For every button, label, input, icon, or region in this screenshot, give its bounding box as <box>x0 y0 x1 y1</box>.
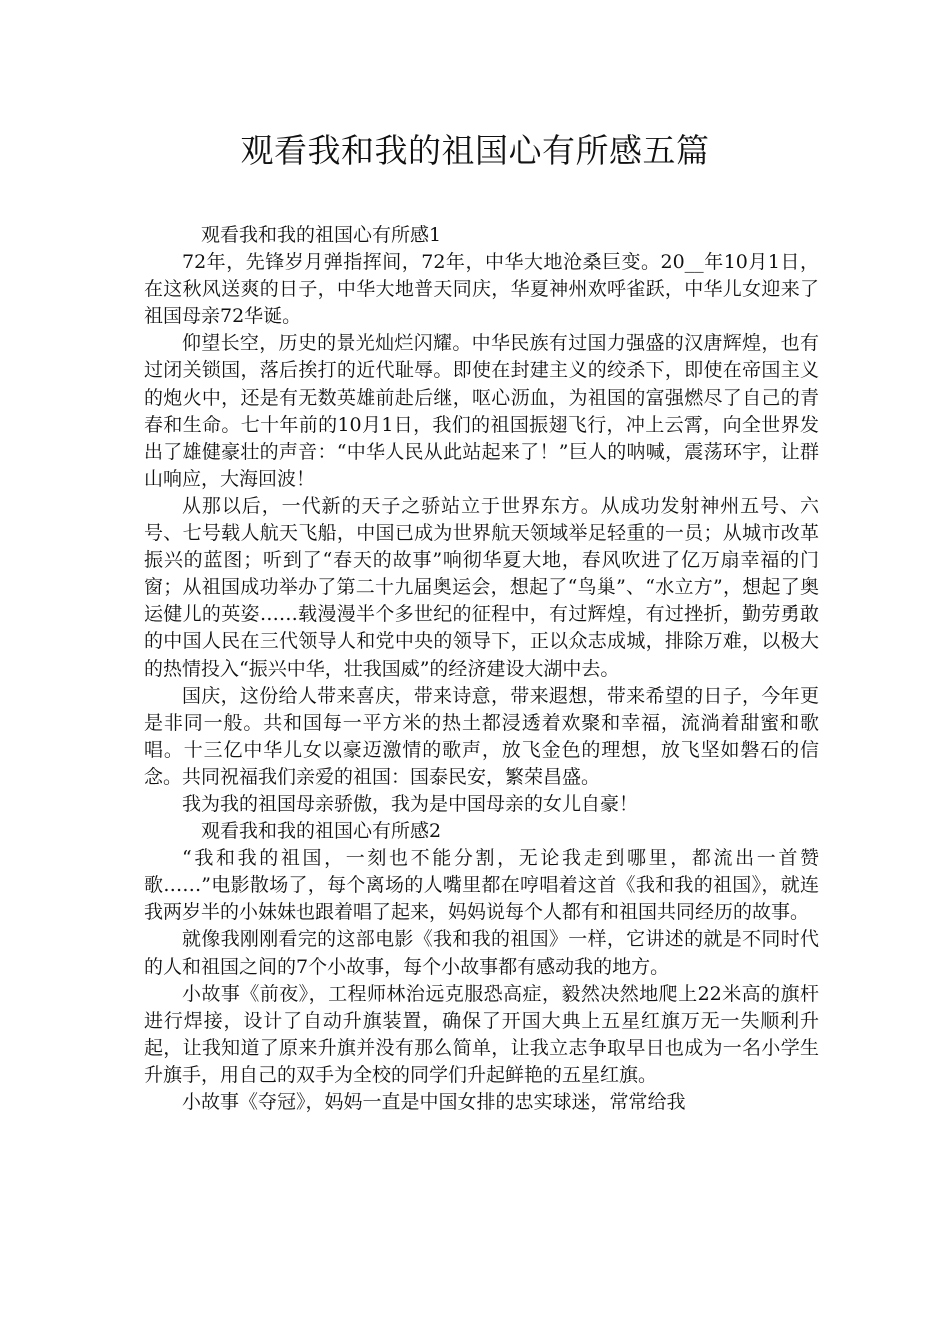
body-paragraph: “我和我的祖国，一刻也不能分割，无论我走到哪里，都流出一首赞歌……”电影散场了，每个离场的人嘴里都在哼唱着这首《我和我的祖国》，就连我两岁半的小妹妹也跟着唱了起来，妈妈说每个人都有和祖国共同经历的故事。 <box>144 847 819 924</box>
body-paragraph: 就像我刚刚看完的这部电影《我和我的祖国》一样，它讲述的就是不同时代的人和祖国之间的7个小故事，每个小故事都有感动我的地方。 <box>144 928 819 978</box>
body-paragraph: 小故事《前夜》，工程师林治远克服恐高症，毅然决然地爬上22米高的旗杆进行焊接，设计了自动升旗装置，确保了开国大典上五星红旗万无一失顺利升起，让我知道了原来升旗并没有那么简单，让我立志争取早日也成为一名小学生升旗手，用自己的双手为全校的同学们升起鲜艳的五星红旗。 <box>144 982 819 1086</box>
document-body <box>144 222 819 1116</box>
section-heading: 观看我和我的祖国心有所感2 <box>201 820 442 843</box>
body-paragraph: 仰望长空，历史的景光灿烂闪耀。中华民族有过国力强盛的汉唐辉煌，也有过闭关锁国，落后挨打的近代耻辱。即使在封建主义的绞杀下，即使在帝国主义的炮火中，还是有无数英雄前赴后继，呕心沥血，为祖国的富强燃尽了自己的青春和生命。七十年前的10月1日，我们的祖国振翅飞行，冲上云霄，向全世界发出了雄健豪壮的声音：“中华人民从此站起来了！”巨人的呐喊，震荡环宇，让群山响应，大海回波！ <box>144 332 819 490</box>
body-paragraph: 国庆，这份给人带来喜庆，带来诗意，带来遐想，带来希望的日子，今年更是非同一般。共和国每一平方米的热土都浸透着欢聚和幸福，流淌着甜蜜和歌唱。十三亿中华儿女以豪迈激情的歌声，放飞金色的理想，放飞坚如磐石的信念。共同祝福我们亲爱的祖国：国泰民安，繁荣昌盛。 <box>144 684 819 788</box>
body-paragraph: 72年，先锋岁月弹指挥间，72年，中华大地沧桑巨变。20__年10月1日，在这秋风送爽的日子，中华大地普天同庆，华夏神州欢呼雀跃，中华儿女迎来了祖国母亲72华诞。 <box>144 251 819 328</box>
body-paragraph: 小故事《夺冠》，妈妈一直是中国女排的忠实球迷，常常给我 <box>182 1091 686 1113</box>
section-heading: 观看我和我的祖国心有所感1 <box>201 224 442 246</box>
body-paragraph: 我为我的祖国母亲骄傲，我为是中国母亲的女儿自豪！ <box>182 792 639 815</box>
document-title: 观看我和我的祖国心有所感五篇 <box>240 131 710 170</box>
body-paragraph: 从那以后，一代新的天子之骄站立于世界东方。从成功发射神州五号、六号、七号载人航天飞船，中国已成为世界航天领域举足轻重的一员；从城市改革振兴的蓝图；听到了“春天的故事”响彻华夏大地，春风吹进了亿万扇幸福的门窗；从祖国成功举办了第二十九届奥运会，想起了“鸟巢”、“水立方”，想起了奥运健儿的英姿……载漫漫半个多世纪的征程中，有过辉煌，有过挫折，勤劳勇敢的中国人民在三代领导人和党中央的领导下，正以众志成城，排除万难，以极大的热情投入“振兴中华，壮我国威”的经济建设大湖中去。 <box>144 494 819 680</box>
